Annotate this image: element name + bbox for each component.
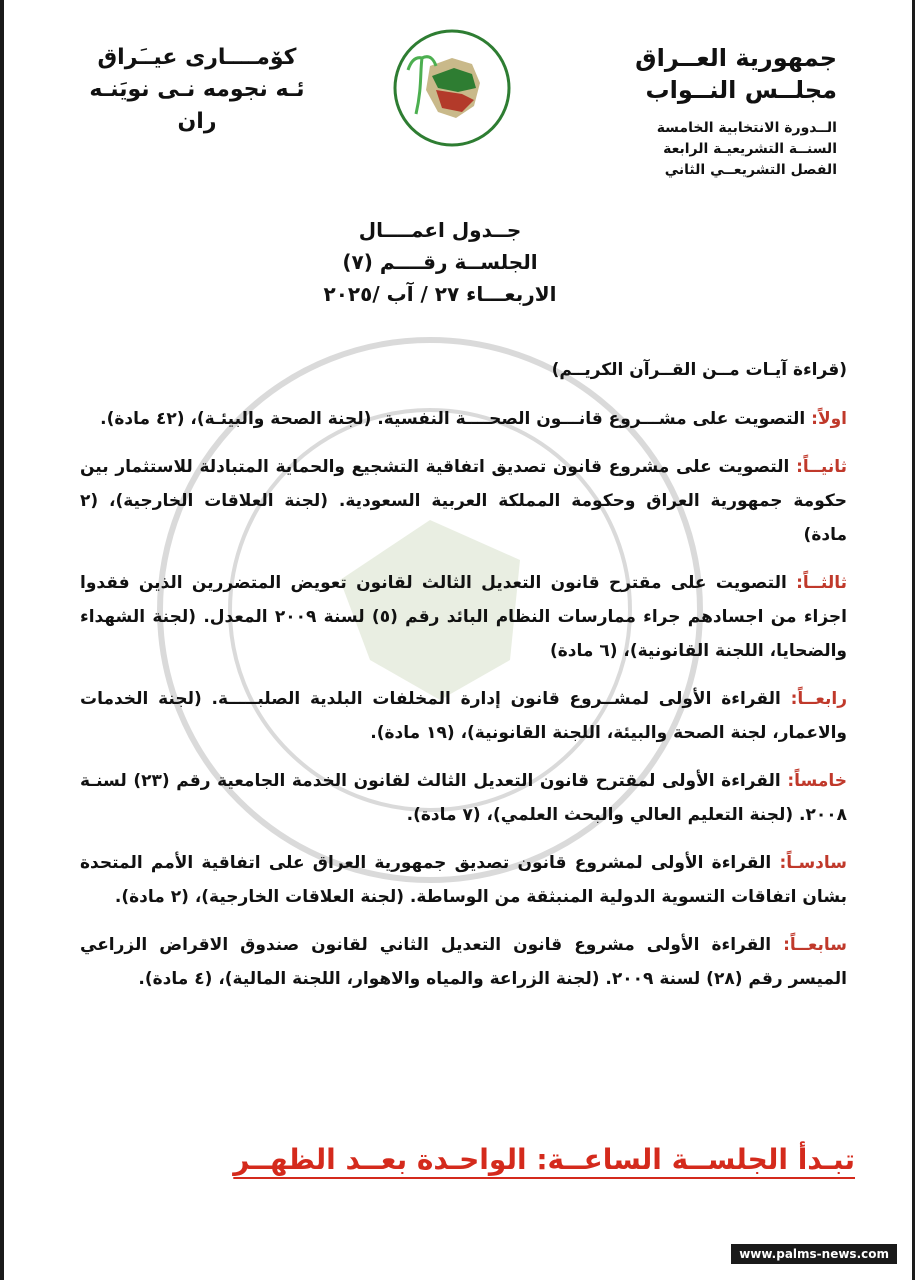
agenda-heading [300,214,580,310]
session-start-note: تبـدأ الجلســة الساعــة: الواحـدة بعــد الظهــر [233,1143,855,1176]
agenda-title: جــدول اعمــــال [358,218,522,242]
item-text: القراءة الأولى لمشــروع قانون إدارة المخلفات البلدية الصلبـــــة. (لجنة الخدمات والاعمار، لجنة الصحة والبيئة، اللجنة القانونية)، (١٩ مادة). [80,689,847,743]
agenda-item-5 [80,764,847,832]
website-link[interactable]: www.palms-news.com [731,1244,897,1264]
agenda-item-4 [80,682,847,750]
session-date: الاربعـــاء ٢٧ / آب /٢٠٢٥ [323,282,557,306]
item-text: القراءة الأولى لمقترح قانون التعديل الثالث لقانون الخدمة الجامعية رقم (٢٣) لسنـة ٢٠٠٨. (لجنة التعليم العالي والبحث العلمي)، (٧ مادة). [80,771,847,825]
agenda-item-1 [80,402,847,436]
agenda-body [80,360,847,1010]
council-name: مجلــس النــواب [645,76,837,104]
item-text: القراءة الأولى لمشروع قانون تصديق جمهورية العراق على اتفاقية الأمم المتحدة بشان اتفاقات التسوية الدولية المنبثقة من الوساطة. (لجنة العلاقات الخارجية)، (٢ مادة). [80,853,847,907]
kurdish-country-name: كۆمــــارى عيــَراق [97,45,297,70]
kurdish-council-name: ئـه نجومه نـى نويَنـه ران [89,77,305,134]
item-text: التصويت على مشـــروع قانـــون الصحــــة النفسية. (لجنة الصحة والبيئـة)، (٤٢ مادة). [100,409,812,429]
parliament-logo [392,28,512,148]
term-line: الــدورة الانتخابية الخامسة [656,120,837,136]
item-label: خامساً: [787,771,847,791]
item-label: ثالثــاً: [796,573,847,593]
item-label: رابعــاً: [790,689,847,709]
year-line: السنــة التشريعيـة الرابعة [663,141,837,157]
item-label: ثانيــاً: [796,457,847,477]
session-line: الفصل التشريعــي الثاني [664,162,837,178]
item-text: التصويت على مشروع قانون تصديق اتفاقية التشجيع والحماية المتبادلة للاستثمار بين حكومة جمهورية العراق وحكومة المملكة العربية السعودية. (لجنة العلاقات الخارجية)، (٢ مادة) [80,457,847,545]
item-text: التصويت على مقترح قانون التعديل الثالث لقانون تعويض المتضررين الذين فقدوا اجزاء من اجسادهم جراء ممارسات النظام البائد رقم (٥) لسنة ٢٠٠٩ المعدل. (لجنة الشهداء والضحايا، اللجنة القانونية)، (٦ مادة) [80,573,847,661]
header-left [82,42,312,138]
agenda-item-6 [80,846,847,914]
quran-reading: (قراءة آيـات مــن القــرآن الكريــم) [551,360,847,380]
item-text: القراءة الأولى مشروع قانون التعديل الثاني لقانون صندوق الاقراض الزراعي الميسر رقم (٢٨) لسنة ٢٠٠٩. (لجنة الزراعة والمياه والاهوار، اللجنة المالية)، (٤ مادة). [80,935,847,989]
agenda-item-2 [80,450,847,552]
country-name: جمهورية العــراق [635,44,837,72]
item-label: اولاً: [811,409,847,429]
item-label: سادسـاً: [779,853,847,873]
item-label: سابعــاً: [783,935,847,955]
agenda-item-7 [80,928,847,996]
session-number: الجلســة رقــــم (٧) [342,250,538,274]
agenda-item-3 [80,566,847,668]
header-right [635,42,837,181]
